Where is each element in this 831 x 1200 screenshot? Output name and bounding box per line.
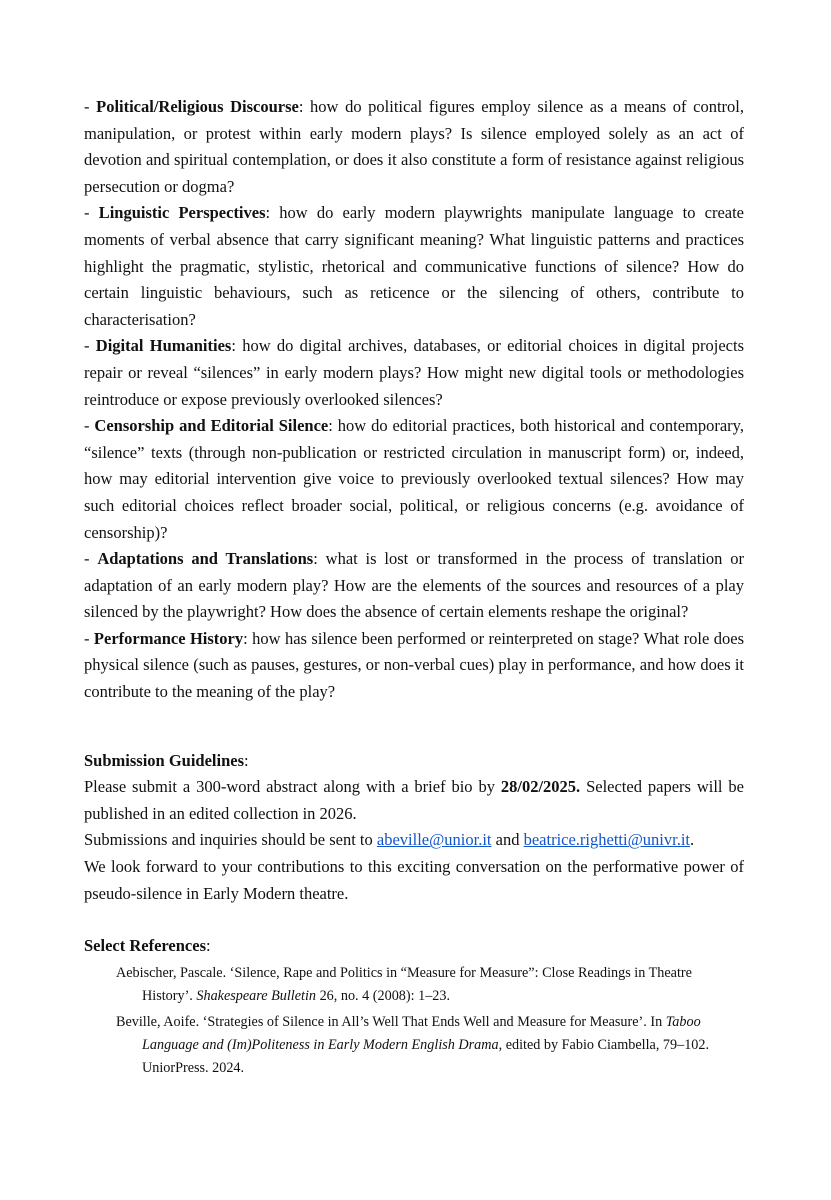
topic-title: Political/Religious Discourse — [96, 97, 299, 116]
topic-title: Performance History — [93, 628, 244, 648]
section-heading: Select References: — [84, 936, 211, 956]
topic-title: Linguistic Perspectives — [98, 203, 266, 223]
topic-performance-history: - Performance History: how has silence been performed or reinterpreted on stage? What role does physical silence (such as pauses, gestures, or non-verbal cues) play in performance, and how does it contribute to the meaning of the play? — [84, 628, 744, 702]
email-link-abeville[interactable]: abeville@unior.it — [376, 830, 492, 850]
deadline-date: 28/02/2025. — [500, 777, 581, 797]
topic-digital-humanities: - Digital Humanities: how do digital archives, databases, or editorial choices in digital projects repair or reveal “silences” in early modern plays? How might new digital tools or methodologies reintroduce or expose previously overlooked silences? — [84, 336, 744, 409]
reference-item: Beville, Aoife. ‘Strategies of Silence in All’s Well That Ends Well and Measure for Measure’. In Taboo Language and (Im)Politeness in Early Modern English Drama, edited by Fabio Ciambella, 79–102. UniorPress. 2024. — [116, 1013, 710, 1077]
email-link-righetti[interactable]: beatrice.righetti@univr.it — [523, 830, 690, 850]
select-references — [84, 933, 744, 1081]
submission-deadline-text: Please submit a 300-word abstract along with a brief bio by 28/02/2025. Selected papers will be published in an edited collection in 2026. — [84, 777, 744, 823]
section-heading: Submission Guidelines: — [84, 750, 249, 770]
submission-closing-text: We look forward to your contributions to this exciting conversation on the performative power of pseudo-silence in Early Modern theatre. — [84, 857, 744, 903]
topic-censorship: - Censorship and Editorial Silence: how do editorial practices, both historical and contemporary, “silence” texts (through non-publication or restricted circulation in manuscript form) or, indeed, how may editorial intervention give voice to previously overlooked textual silences? How may such editorial choices reflect broader social, political, or religious concerns (e.g. avoidance of censorship)? — [84, 416, 744, 542]
topic-list — [84, 94, 744, 706]
topic-title: Digital Humanities — [95, 336, 232, 356]
topic-linguistic: - Linguistic Perspectives: how do early modern playwrights manipulate language to create moments of verbal absence that carry significant meaning? What linguistic patterns and practices highlight the pragmatic, stylistic, rhetorical and communicative functions of silence? How do certain linguistic behaviours, such as reticence or the silencing of others, contribute to characterisation? — [84, 203, 744, 329]
topic-adaptations: - Adaptations and Translations: what is lost or transformed in the process of translation or adaptation of an early modern play? How are the elements of the sources and resources of a play silenced by the playwright? How does the absence of certain elements reshape the original? — [84, 549, 744, 622]
topic-political-religious: - Political/Religious Discourse: how do political figures employ silence as a means of control, manipulation, or protest within early modern plays? Is silence employed solely as an act of devotion and spiritual contemplation, or does it also constitute a form of resistance against religious persecution or dogma? — [84, 97, 744, 196]
submission-contact-text: Submissions and inquiries should be sent to abeville@unior.it and beatrice.righetti@univr.it. — [84, 830, 695, 850]
topic-title: Adaptations and Translations — [97, 549, 314, 569]
topic-title: Censorship and Editorial Silence — [94, 416, 329, 436]
submission-guidelines — [84, 748, 744, 908]
reference-item: Aebischer, Pascale. ‘Silence, Rape and Politics in “Measure for Measure”: Close Readings in Theatre History’. Shakespeare Bulletin 26, no. 4 (2008): 1–23. — [116, 964, 692, 1005]
document-page — [84, 94, 744, 1081]
